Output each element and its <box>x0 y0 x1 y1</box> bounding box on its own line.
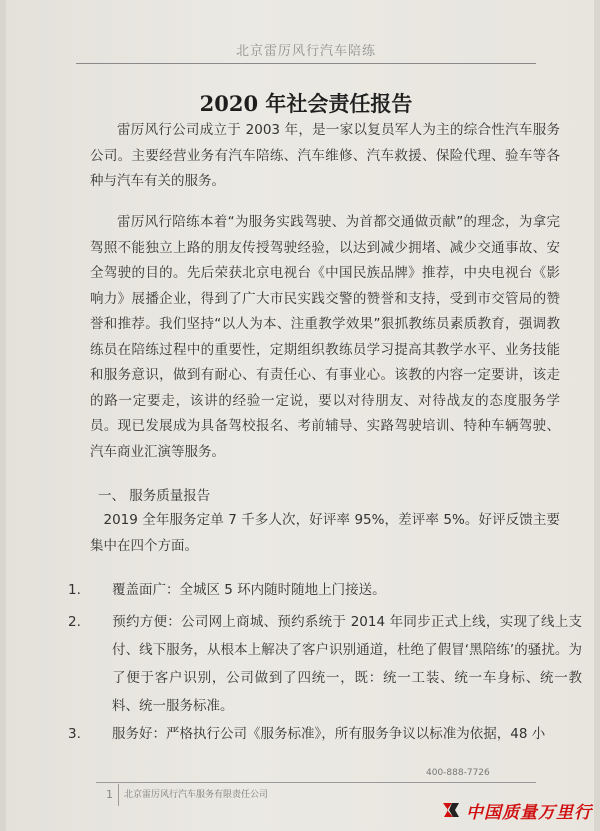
list-item-number: 1. <box>68 582 81 598</box>
header-company: 北京雷厉风行汽车陪练 <box>235 44 376 59</box>
watermark <box>440 797 592 823</box>
paragraph-philosophy: 雷厉风行陪练本着“为服务实践驾驶、为首都交通做贡献”的理念，为拿完驾照不能独立上路的朋友传授驾驶经验，以达到减少拥堵、减少交通事故、安全驾驶的目的。先后荣获北京电视台《中国民族品牌》推荐，中央电视台《影响力》展播企业，得到了广大市民实践交警的赞誉和支持，受到市交管局的赞誉和推荐。我们坚持“以人为本、注重教学效果”狠抓教练员素质教育，强调教练员在陪练过程中的重要性，定期组织教练员学习提高其教学水平、业务技能和服务意识，做到有耐心、有责任心、有事业心。该教的内容一定要讲，该走的路一定要走，该讲的经验一定说，要以对待朋友、对待战友的态度服务学员。现已发展成为具备驾校报名、考前辅导、实路驾驶培训、特种车辆驾驶、汽车商业汇演等服务。 <box>90 214 560 460</box>
list-item-text: 覆盖面广：全城区 5 环内随时随地上门接送。 <box>112 582 386 598</box>
list-item <box>68 608 582 720</box>
paragraph-intro: 雷厉风行公司成立于 2003 年，是一家以复员军人为主的综合性汽车服务公司。主要经营业务有汽车陪练、汽车维修、汽车救援、保险代理、验车等各种与汽车有关的服务。 <box>90 122 560 189</box>
list-item-number: 2. <box>68 614 81 630</box>
watermark-text: 中国质量万里行 <box>466 802 592 823</box>
page-title: 2020 年社会责任报告 <box>199 91 413 116</box>
watermark-logo-icon <box>440 799 462 821</box>
footer-divider <box>96 782 536 783</box>
document-page <box>6 0 594 831</box>
list-item <box>68 576 582 604</box>
section-summary: 2019 全年服务定单 7 千多人次，好评率 95%，差评率 5%。好评反馈主要集中在四个方面。 <box>90 512 560 554</box>
page-number: 1 <box>106 788 113 801</box>
section-heading: 一、 服务质量报告 <box>98 488 211 504</box>
list-item <box>68 720 582 748</box>
list-item-text: 服务好：严格执行公司《服务标准》，所有服务争议以标准为依据，48 小 <box>112 726 546 742</box>
header-divider <box>76 63 536 64</box>
footer-vertical-divider <box>118 784 119 806</box>
list-item-text: 预约方便：公司网上商城、预约系统于 2014 年同步正式上线，实现了线上支付、线下服务，从根本上解决了客户识别通道，杜绝了假冒‘黑陪练’的骚扰。为了便于客户识别，公司做到了四统一，既：统一工装、统一车身标、统一教料、统一服务标准。 <box>112 614 582 714</box>
footer-company: 北京雷厉风行汽车服务有限责任公司 <box>124 790 269 800</box>
list-item-number: 3. <box>68 726 81 742</box>
footer-phone: 400-888-7726 <box>426 768 490 778</box>
